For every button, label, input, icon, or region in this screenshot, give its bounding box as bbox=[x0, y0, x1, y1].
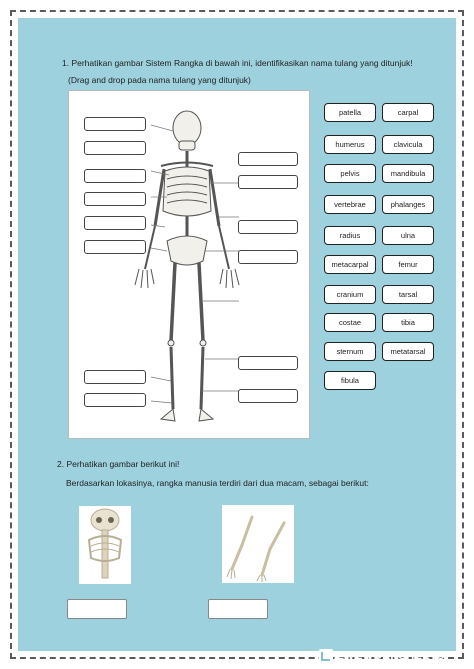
word-chip[interactable]: femur bbox=[382, 255, 434, 274]
drop-blank[interactable] bbox=[84, 370, 146, 384]
word-chip[interactable]: vertebrae bbox=[324, 195, 376, 214]
drop-blank[interactable] bbox=[238, 250, 298, 264]
word-chip[interactable]: cranium bbox=[324, 285, 376, 304]
drop-blank[interactable] bbox=[84, 192, 146, 206]
word-chip[interactable]: tibia bbox=[382, 313, 434, 332]
axial-answer-box[interactable] bbox=[67, 599, 127, 619]
word-chip[interactable]: metatarsal bbox=[382, 342, 434, 361]
drop-blank[interactable] bbox=[84, 240, 146, 254]
word-chip[interactable]: phalanges bbox=[382, 195, 434, 214]
word-chip[interactable]: fibula bbox=[324, 371, 376, 390]
q1-instruction: 1. Perhatikan gambar Sistem Rangka di bawah ini, identifikasikan nama tulang yang ditunjuk! bbox=[62, 58, 413, 68]
word-chip[interactable]: tarsal bbox=[382, 285, 434, 304]
drop-blank[interactable] bbox=[238, 220, 298, 234]
word-chip[interactable]: costae bbox=[324, 313, 376, 332]
word-chip[interactable]: ulna bbox=[382, 226, 434, 245]
liveworksheets-icon bbox=[318, 648, 334, 664]
drop-blank[interactable] bbox=[84, 393, 146, 407]
drop-blank[interactable] bbox=[84, 216, 146, 230]
brand-text: LIVEWORKSHEETS bbox=[337, 650, 445, 662]
drop-blank[interactable] bbox=[238, 175, 298, 189]
drop-blank[interactable] bbox=[238, 152, 298, 166]
drop-blank[interactable] bbox=[238, 356, 298, 370]
drop-blank[interactable] bbox=[84, 117, 146, 131]
drop-blank[interactable] bbox=[84, 141, 146, 155]
word-chip[interactable]: humerus bbox=[324, 135, 376, 154]
axial-skeleton-image bbox=[79, 506, 131, 584]
word-chip[interactable]: sternum bbox=[324, 342, 376, 361]
word-chip[interactable]: patella bbox=[324, 103, 376, 122]
word-chip[interactable]: metacarpal bbox=[324, 255, 376, 274]
word-chip[interactable]: pelvis bbox=[324, 164, 376, 183]
drop-blank[interactable] bbox=[238, 389, 298, 403]
q2-sub-instruction: Berdasarkan lokasinya, rangka manusia terdiri dari dua macam, sebagai berikut: bbox=[66, 478, 369, 488]
drop-blank[interactable] bbox=[84, 169, 146, 183]
q2-instruction: 2. Perhatikan gambar berikut ini! bbox=[57, 459, 180, 469]
appendicular-answer-box[interactable] bbox=[208, 599, 268, 619]
appendicular-skeleton-image bbox=[222, 505, 294, 583]
word-chip[interactable]: carpal bbox=[382, 103, 434, 122]
word-chip[interactable]: clavicula bbox=[382, 135, 434, 154]
q1-sub-instruction: (Drag and drop pada nama tulang yang ditunjuk) bbox=[68, 75, 251, 85]
liveworksheets-logo bbox=[318, 643, 474, 669]
word-chip[interactable]: radius bbox=[324, 226, 376, 245]
word-chip[interactable]: mandibula bbox=[382, 164, 434, 183]
